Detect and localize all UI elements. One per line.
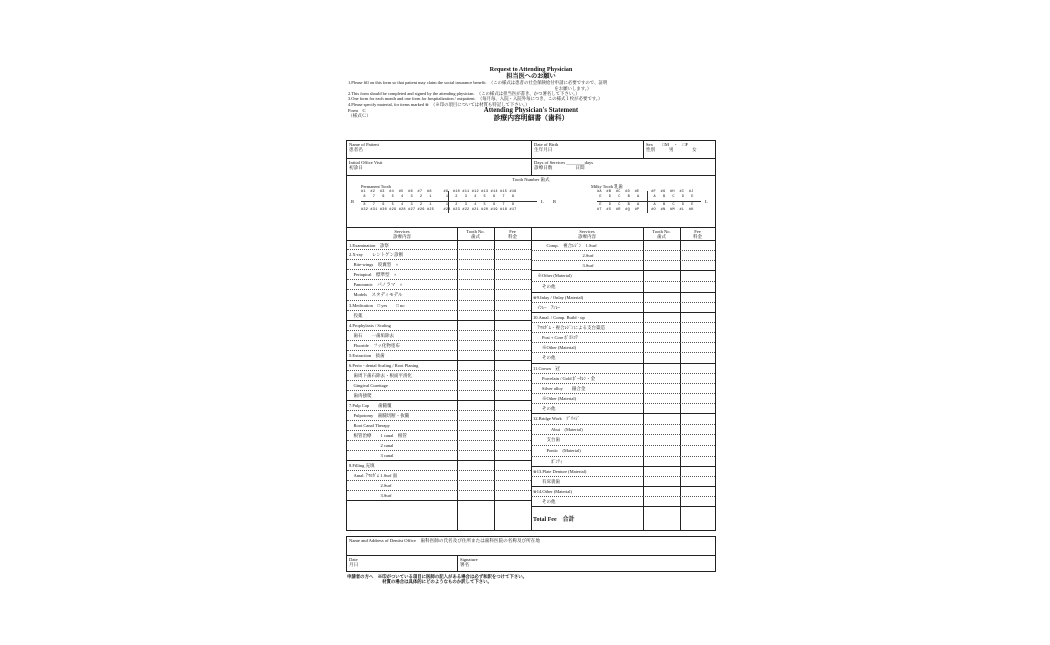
form-title-en: Request to Attending Physician bbox=[489, 66, 573, 73]
fee-cell[interactable] bbox=[494, 451, 531, 461]
tooth-no-cell[interactable] bbox=[457, 461, 494, 471]
fee-cell[interactable] bbox=[680, 446, 715, 457]
fee-cell[interactable] bbox=[680, 457, 715, 467]
statement-title-en: Attending Physician's Statement bbox=[483, 107, 579, 115]
service-row-label: Periapical 標準型 × bbox=[347, 270, 457, 280]
fee-cell[interactable] bbox=[494, 441, 531, 451]
service-row-label: 1.Examination 診察 bbox=[347, 241, 457, 250]
fee-cell[interactable] bbox=[680, 467, 715, 477]
tooth-no-cell[interactable] bbox=[643, 303, 680, 313]
tooth-no-cell[interactable] bbox=[457, 371, 494, 381]
tooth-no-cell[interactable] bbox=[457, 241, 494, 250]
tooth-no-cell[interactable] bbox=[643, 241, 680, 251]
tooth-no-cell[interactable] bbox=[457, 311, 494, 321]
form-title-jp: 担当医へのお願い bbox=[506, 73, 556, 81]
tooth-no-cell[interactable] bbox=[643, 374, 680, 384]
permanent-label: Permanent Tooth bbox=[361, 184, 391, 189]
instruction-line: 1.Please fill on this form so that patient may claim the social insurance benefit. （この様式は患者の社会保険給付申請に必要ですので、証明 bbox=[348, 80, 608, 86]
dentist-office-field[interactable] bbox=[346, 536, 716, 556]
left-side-label: L bbox=[541, 199, 544, 204]
fee-cell[interactable] bbox=[680, 251, 715, 261]
service-row-label: 支台歯 bbox=[531, 435, 643, 446]
milky-label: Milky Tooth 乳歯 bbox=[591, 184, 623, 189]
fee-cell[interactable] bbox=[680, 313, 715, 323]
statement-title-jp: 診療内容明細書（歯科） bbox=[493, 115, 569, 123]
service-row-label: Porcelain / Gold ﾎﾟｰｾﾚﾝ・金 bbox=[531, 374, 643, 384]
tooth-no-cell[interactable] bbox=[457, 441, 494, 451]
tooth-no-cell[interactable] bbox=[643, 477, 680, 487]
service-row-label: その他 bbox=[531, 497, 643, 507]
tooth-no-cell[interactable] bbox=[457, 391, 494, 401]
fee-cell[interactable] bbox=[494, 260, 531, 270]
tooth-no-cell[interactable] bbox=[457, 381, 494, 391]
service-row-label: Models スタディモデル bbox=[347, 290, 457, 301]
service-row-label: 歯肉掻爬 bbox=[347, 391, 457, 401]
fee-cell[interactable] bbox=[680, 425, 715, 435]
service-row-label: ※9.Inlay / Onlay (Material) bbox=[531, 293, 643, 303]
tooth-no-cell[interactable] bbox=[457, 431, 494, 441]
tooth-no-cell[interactable] bbox=[643, 251, 680, 261]
service-row-label: 2.Surf bbox=[531, 251, 643, 261]
tooth-no-cell[interactable] bbox=[457, 471, 494, 481]
tooth-no-cell[interactable] bbox=[643, 364, 680, 374]
fee-cell[interactable] bbox=[680, 293, 715, 303]
service-row-label: Abut (Material) bbox=[531, 425, 643, 435]
fee-header: Fee 料金 bbox=[680, 228, 715, 241]
tooth-no-cell[interactable] bbox=[643, 394, 680, 404]
initial-visit-field[interactable]: Initial Office Visit 初診日 bbox=[347, 158, 531, 176]
service-row-label: Pulpotomy 歯髄切断・抜髄 bbox=[347, 411, 457, 421]
services-header: Services 診療内容 bbox=[347, 228, 457, 241]
fee-cell[interactable] bbox=[494, 421, 531, 431]
fee-cell[interactable] bbox=[680, 241, 715, 251]
fee-cell[interactable] bbox=[680, 271, 715, 282]
fee-cell[interactable] bbox=[680, 487, 715, 497]
tooth-no-header: Tooth No. 歯式 bbox=[643, 228, 680, 241]
form-header bbox=[346, 107, 716, 125]
service-row-label: 根管治療 1 canal 根管 bbox=[347, 431, 457, 441]
fee-cell[interactable] bbox=[680, 343, 715, 353]
tooth-no-cell[interactable] bbox=[457, 481, 494, 491]
instructions bbox=[348, 80, 716, 107]
total-fee-label: Total Fee 合計 bbox=[533, 517, 575, 523]
fee-cell[interactable] bbox=[494, 301, 531, 311]
fee-cell[interactable] bbox=[680, 261, 715, 271]
tooth-no-cell[interactable] bbox=[457, 301, 494, 311]
service-row-label: その他 bbox=[531, 282, 643, 293]
service-row-label: 3.Surf bbox=[531, 261, 643, 271]
service-row-label: 2 canal bbox=[347, 441, 457, 451]
tooth-no-cell[interactable] bbox=[457, 290, 494, 301]
service-row-label: Root Canal Therapy bbox=[347, 421, 457, 431]
service-row-label: 6.Perio - dental Scaling / Root Planing bbox=[347, 361, 457, 371]
tooth-no-cell[interactable] bbox=[643, 333, 680, 343]
service-row-label: その他 bbox=[531, 404, 643, 414]
fee-cell[interactable] bbox=[680, 303, 715, 313]
service-row-label: ｲﾝﾚｰ ｱﾝﾚｰ bbox=[531, 303, 643, 313]
tooth-chart-title: Tooth Number 歯式 bbox=[512, 177, 550, 182]
tooth-no-cell[interactable] bbox=[643, 384, 680, 394]
tooth-no-cell[interactable] bbox=[643, 353, 680, 364]
service-row-label: Gingival Curettage bbox=[347, 381, 457, 391]
dentist-office-label: Name and Address of Dentist Office 歯科医師の氏名及び住所または歯科医院の名称及び所在地 bbox=[349, 538, 540, 543]
note-line: 申請者の方へ ※印がついている項目に医師の記入がある場合は必ず和訳をつけて下さい。 bbox=[347, 574, 528, 579]
right-side-label: R bbox=[351, 199, 355, 204]
fee-cell[interactable] bbox=[494, 361, 531, 371]
perm-upper-nums: 8 7 6 5 4 3 2 1 1 2 3 4 5 6 7 8 bbox=[361, 195, 515, 199]
fee-cell[interactable] bbox=[494, 411, 531, 421]
fee-cell[interactable] bbox=[680, 364, 715, 374]
tooth-no-cell[interactable] bbox=[457, 411, 494, 421]
tooth-no-cell[interactable] bbox=[643, 467, 680, 477]
service-row-label: 8.Filling 充填 bbox=[347, 461, 457, 471]
tooth-no-cell[interactable] bbox=[457, 361, 494, 371]
days-field[interactable]: Days of Services ________days 診療日数 日間 bbox=[531, 158, 715, 176]
service-row-label: ※Other (Material) bbox=[531, 343, 643, 353]
tooth-no-cell[interactable] bbox=[457, 260, 494, 270]
service-row-label: 11.Crown 冠 bbox=[531, 364, 643, 374]
fee-cell[interactable] bbox=[494, 481, 531, 491]
applicant-notes bbox=[347, 574, 527, 584]
milk-divider bbox=[597, 201, 701, 202]
tooth-no-cell[interactable] bbox=[643, 313, 680, 323]
service-row-label: 3.Medication □ yes □ no bbox=[347, 301, 457, 311]
fee-cell[interactable] bbox=[680, 353, 715, 364]
milk-right-label: R bbox=[553, 199, 557, 204]
service-row-label: その他 bbox=[531, 353, 643, 364]
service-row-label: Post + Core ﾎﾟｽﾄｺｱ bbox=[531, 333, 643, 343]
service-row-label: Bite-wings 咬翼型 × bbox=[347, 260, 457, 270]
fee-cell[interactable] bbox=[494, 341, 531, 351]
service-row-label: ﾎﾟﾝﾃｨ bbox=[531, 457, 643, 467]
tooth-no-cell[interactable] bbox=[457, 451, 494, 461]
fee-cell[interactable] bbox=[494, 311, 531, 321]
service-row-label: ※14.Other (Material) bbox=[531, 487, 643, 497]
tooth-no-cell[interactable] bbox=[457, 321, 494, 331]
service-row-label: ｱﾏﾙｶﾞﾑ・複合ﾚｼﾞﾝによる支台築造 bbox=[531, 323, 643, 333]
tooth-no-cell[interactable] bbox=[643, 487, 680, 497]
tooth-no-cell[interactable] bbox=[643, 404, 680, 414]
fee-header: Fee 料金 bbox=[494, 228, 531, 241]
tooth-no-cell[interactable] bbox=[643, 323, 680, 333]
fee-cell[interactable] bbox=[494, 371, 531, 381]
fee-cell[interactable] bbox=[680, 435, 715, 446]
tooth-no-cell[interactable] bbox=[643, 457, 680, 467]
fee-cell[interactable] bbox=[494, 461, 531, 471]
patient-info bbox=[346, 140, 716, 176]
fee-cell[interactable] bbox=[494, 321, 531, 331]
form-label: Form C （様式Ｃ） bbox=[348, 108, 371, 119]
fee-cell[interactable] bbox=[680, 477, 715, 487]
service-row-label: Pontic (Material) bbox=[531, 446, 643, 457]
fee-cell[interactable] bbox=[680, 497, 715, 507]
fee-cell[interactable] bbox=[494, 351, 531, 361]
patient-name-field[interactable]: Name of Patient 患者名 bbox=[349, 142, 379, 153]
tooth-no-cell[interactable] bbox=[643, 293, 680, 303]
tooth-no-cell[interactable] bbox=[643, 261, 680, 271]
tooth-no-cell[interactable] bbox=[643, 446, 680, 457]
service-row-label: 12.Bridge Work ﾌﾞﾘｯｼﾞ bbox=[531, 414, 643, 425]
perm-divider bbox=[361, 201, 537, 202]
tooth-no-cell[interactable] bbox=[457, 421, 494, 431]
fee-cell[interactable] bbox=[494, 491, 531, 501]
service-row-label: Fluoride フッ化物塗布 bbox=[347, 341, 457, 351]
fee-cell[interactable] bbox=[494, 270, 531, 280]
fee-cell[interactable] bbox=[680, 374, 715, 384]
fee-cell[interactable] bbox=[494, 290, 531, 301]
tooth-chart bbox=[346, 176, 716, 228]
perm-upper-codes: #1 #2 #3 #4 #5 #6 #7 #8 #9 #10 #11 #12 #13 #14 #15 #16 bbox=[361, 190, 517, 194]
milk-upper-letters: E D C B A A B C D E bbox=[597, 195, 694, 199]
tooth-no-cell[interactable] bbox=[457, 341, 494, 351]
service-row-label: 2.Surf bbox=[347, 481, 457, 491]
milk-upper-codes: #A #B #C #D #E #F #G #H #I #J bbox=[597, 190, 694, 194]
tooth-no-header: Tooth No. 歯式 bbox=[457, 228, 494, 241]
service-row-label: 2.X-ray レントゲン診断 bbox=[347, 250, 457, 260]
milk-left-label: L bbox=[705, 199, 708, 204]
fee-cell[interactable] bbox=[494, 401, 531, 411]
tooth-no-cell[interactable] bbox=[457, 351, 494, 361]
date-signature-row bbox=[346, 556, 716, 572]
note-line: 材質の場合は具体的にどのようなものか訳して下さい。 bbox=[347, 579, 492, 585]
service-row-label: 4.Prophylaxis / Scaling bbox=[347, 321, 457, 331]
service-row-label: Silver alloy 銀合金 bbox=[531, 384, 643, 394]
tooth-no-cell[interactable] bbox=[457, 280, 494, 290]
service-row-label: Panoramic パノラマ × bbox=[347, 280, 457, 290]
perm-lower-nums: 8 7 6 5 4 3 2 1 1 2 3 4 5 6 7 8 bbox=[361, 203, 515, 207]
service-row-label: ※Other (Material) bbox=[531, 271, 643, 282]
milk-lower-codes: #T #S #R #Q #P #O #N #M #L #K bbox=[597, 208, 694, 212]
instruction-line: 4.Please specify material, for items marked ※ （※印の項目については材質も特記して下さい。） bbox=[348, 101, 530, 107]
tooth-no-cell[interactable] bbox=[643, 343, 680, 353]
fee-cell[interactable] bbox=[494, 391, 531, 401]
claim-form bbox=[346, 62, 716, 592]
fee-cell[interactable] bbox=[494, 331, 531, 341]
service-row-label: 投薬 bbox=[347, 311, 457, 321]
fee-cell[interactable] bbox=[680, 282, 715, 293]
tooth-no-cell[interactable] bbox=[457, 491, 494, 501]
tooth-no-cell[interactable] bbox=[643, 282, 680, 293]
services-header: Services 診療内容 bbox=[531, 228, 643, 241]
instruction-line: 2.This form should be completed and signed by the attending physician. （この様式は担当医が書き、かつ署名して下さい。） bbox=[348, 91, 580, 97]
tooth-no-cell[interactable] bbox=[643, 414, 680, 425]
fee-cell[interactable] bbox=[680, 394, 715, 404]
tooth-no-cell[interactable] bbox=[643, 271, 680, 282]
service-row-label: Comp. 複合ﾚｼﾞﾝ 1.Surf bbox=[531, 241, 643, 251]
date-field[interactable]: Date 月日 bbox=[349, 557, 359, 568]
fee-cell[interactable] bbox=[494, 471, 531, 481]
dob-field[interactable]: Date of Birth 生年月日 bbox=[531, 141, 643, 158]
tooth-no-cell[interactable] bbox=[457, 331, 494, 341]
service-row-label: 3 canal bbox=[347, 451, 457, 461]
service-row-label: ※Other (Material) bbox=[531, 394, 643, 404]
tooth-no-cell[interactable] bbox=[457, 250, 494, 260]
service-row-label: 5.Extraction 抜歯 bbox=[347, 351, 457, 361]
fee-cell[interactable] bbox=[494, 381, 531, 391]
instruction-line: をお願いします。） bbox=[348, 85, 592, 91]
fee-cell[interactable] bbox=[680, 323, 715, 333]
tooth-no-cell[interactable] bbox=[457, 401, 494, 411]
tooth-no-cell[interactable] bbox=[643, 497, 680, 507]
fee-cell[interactable] bbox=[680, 333, 715, 343]
service-row-label: 歯石 一歯垢除去 bbox=[347, 331, 457, 341]
tooth-no-cell[interactable] bbox=[457, 270, 494, 280]
sex-field[interactable]: Sex □M ・ □F 性別 男 女 bbox=[643, 141, 715, 158]
tooth-no-cell[interactable] bbox=[643, 435, 680, 446]
signature-field[interactable]: Signature 署名 bbox=[457, 556, 715, 571]
perm-lower-codes: #32 #31 #30 #29 #28 #27 #26 #25 #24 #23 #22 #21 #20 #19 #18 #17 bbox=[361, 208, 517, 212]
fee-cell[interactable] bbox=[494, 431, 531, 441]
fee-cell[interactable] bbox=[680, 404, 715, 414]
milk-lower-letters: E D C B A A B C D E bbox=[597, 203, 694, 207]
instruction-line: 3.One form for each month and one form for hospitalization / outpatient. （毎月毎、入院・入院外毎につき、この様式１枚が必要です。） bbox=[348, 96, 603, 102]
service-row-label: ※13.Plate Denture (Material) bbox=[531, 467, 643, 477]
service-row-label: Amal. ｱﾏﾙｶﾞﾑ 1.Surf 面 bbox=[347, 471, 457, 481]
service-row-label: 歯周下歯石除去・根面平滑化 bbox=[347, 371, 457, 381]
service-row-label: 10.Amal. / Comp. Build - up bbox=[531, 313, 643, 323]
service-row-label: 7.Pulp Cap 歯髄覆 bbox=[347, 401, 457, 411]
fee-cell[interactable] bbox=[494, 250, 531, 260]
service-row-label: 3.Surf bbox=[347, 491, 457, 501]
fee-cell[interactable] bbox=[494, 280, 531, 290]
service-row-label: 有床義歯 bbox=[531, 477, 643, 487]
fee-cell[interactable] bbox=[680, 384, 715, 394]
fee-cell[interactable] bbox=[680, 414, 715, 425]
services-table bbox=[346, 228, 716, 531]
tooth-no-cell[interactable] bbox=[643, 425, 680, 435]
fee-cell[interactable] bbox=[494, 241, 531, 250]
